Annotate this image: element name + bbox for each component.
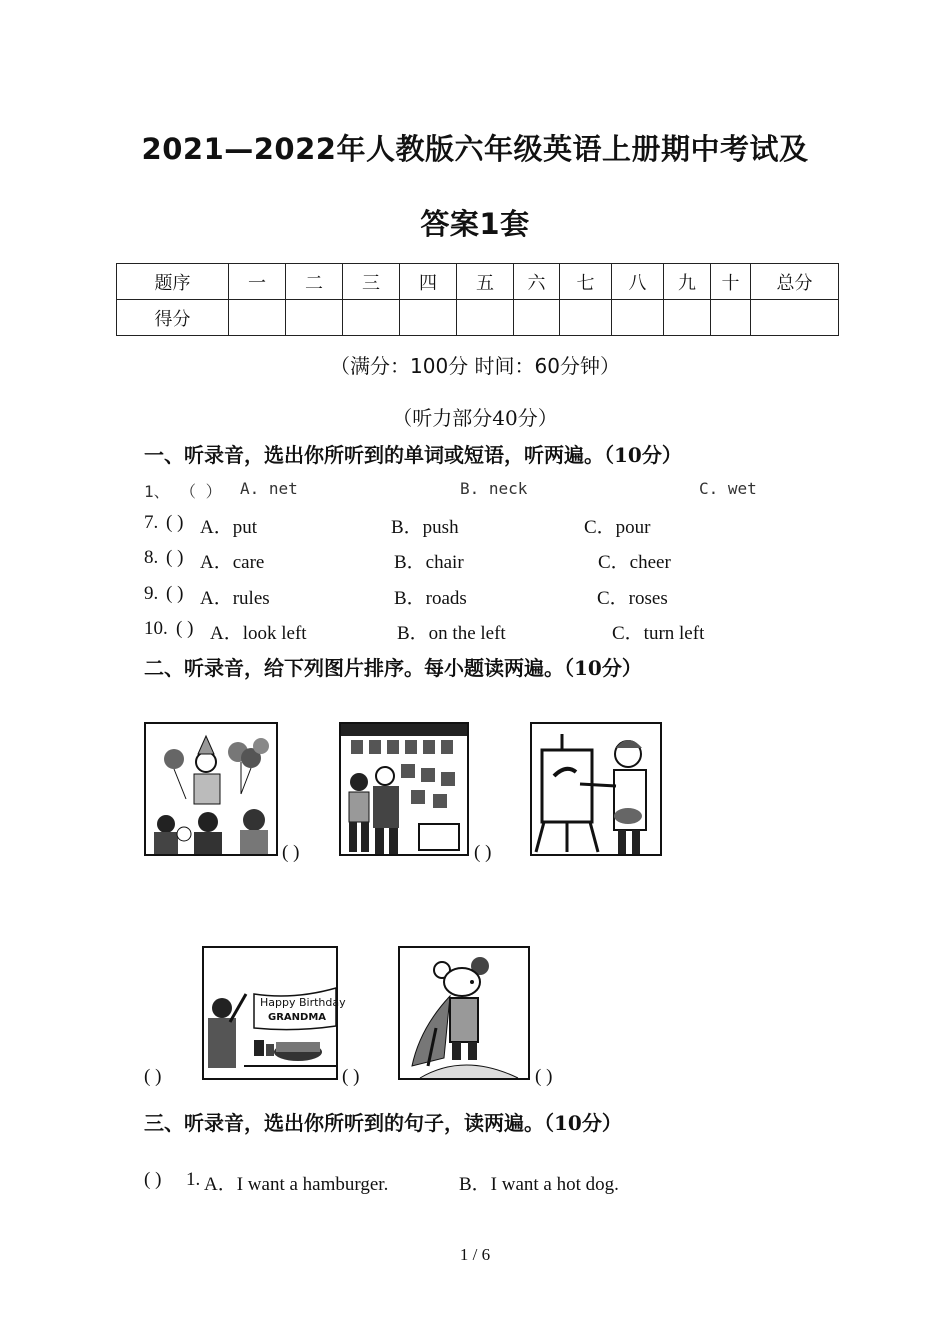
option-a: A．I want a hamburger. (204, 1174, 389, 1195)
score-input-cell[interactable] (612, 300, 664, 336)
table-row-label: 得分 (117, 300, 229, 336)
page-number: 1 / 6 (459, 1245, 491, 1264)
score-table-header-row (117, 264, 839, 300)
cartoon-hero-picture (398, 946, 530, 1080)
option-c: C．cheer (598, 552, 671, 573)
order-blank[interactable]: ( ) (535, 1066, 553, 1087)
answer-blank[interactable]: ( ) (176, 618, 194, 639)
order-blank[interactable]: ( ) (282, 842, 300, 863)
page-title-line2: 答案1套 (420, 207, 530, 241)
option-a: A．put (200, 517, 258, 538)
bookshelf-scene-picture (339, 722, 469, 856)
order-blank[interactable]: ( ) (342, 1066, 360, 1087)
answer-blank[interactable]: ( ) (166, 547, 184, 568)
table-header-cell: 二 (286, 264, 343, 300)
score-table-score-row (117, 300, 839, 336)
option-b: B．on the left (397, 623, 506, 644)
option-a: A. net (240, 479, 298, 498)
score-input-cell[interactable] (514, 300, 560, 336)
score-input-cell[interactable] (229, 300, 286, 336)
option-c: C．roses (597, 588, 668, 609)
listening-part-header: （听力部分40分） (392, 406, 558, 430)
order-blank[interactable]: ( ) (474, 842, 492, 863)
table-header-cell: 总分 (751, 264, 839, 300)
birthday-grandma-picture (202, 946, 346, 1080)
answer-blank[interactable]: ( ) (166, 583, 184, 604)
question-number: 7. (144, 512, 159, 533)
section3-title: 三、听录音，选出你所听到的句子，读两遍。（10分） (144, 1111, 622, 1135)
score-input-cell[interactable] (286, 300, 343, 336)
table-header-cell: 七 (560, 264, 612, 300)
score-input-cell[interactable] (711, 300, 751, 336)
question-number: 8. (144, 547, 159, 568)
option-b: B. neck (460, 479, 528, 498)
party-balloons-picture (144, 722, 278, 856)
table-header-cell: 一 (229, 264, 286, 300)
table-header-cell: 八 (612, 264, 664, 300)
option-c: C．pour (584, 517, 651, 538)
table-header-cell: 九 (664, 264, 711, 300)
option-a: A．look left (210, 623, 307, 644)
table-header-cell: 五 (457, 264, 514, 300)
question-number: 1. (186, 1169, 201, 1190)
score-input-cell[interactable] (400, 300, 457, 336)
option-b: B．push (391, 517, 459, 538)
answer-blank[interactable]: ( ) (166, 512, 184, 533)
banner-text-line1: Happy Birthday (260, 996, 346, 1009)
section1-title: 一、听录音，选出你所听到的单词或短语，听两遍。（10分） (144, 443, 682, 467)
section2-title: 二、听录音，给下列图片排序。每小题读两遍。（10分） (144, 656, 642, 680)
score-table (116, 263, 839, 336)
option-b: B．chair (394, 552, 464, 573)
score-input-cell[interactable] (751, 300, 839, 336)
option-b: B．I want a hot dog. (459, 1174, 619, 1195)
question-number: 10. (144, 618, 168, 639)
table-header-cell: 十 (711, 264, 751, 300)
option-a: A．rules (200, 588, 270, 609)
table-header-cell: 题序 (117, 264, 229, 300)
question-number: 1、 (144, 482, 170, 501)
score-input-cell[interactable] (560, 300, 612, 336)
table-header-cell: 四 (400, 264, 457, 300)
table-header-cell: 三 (343, 264, 400, 300)
order-blank[interactable]: ( ) (144, 1066, 162, 1087)
table-header-cell: 六 (514, 264, 560, 300)
painter-easel-picture (530, 722, 662, 856)
option-c: C．turn left (612, 623, 705, 644)
score-input-cell[interactable] (343, 300, 400, 336)
answer-blank[interactable]: ( ) (144, 1169, 162, 1190)
answer-blank[interactable]: （ ） (180, 482, 222, 501)
page-title-line1: 2021—2022年人教版六年级英语上册期中考试及 (141, 132, 809, 166)
option-c: C. wet (699, 479, 757, 498)
score-time-info: （满分：100分 时间：60分钟） (330, 354, 620, 378)
question-number: 9. (144, 583, 159, 604)
option-b: B．roads (394, 588, 467, 609)
score-input-cell[interactable] (457, 300, 514, 336)
banner-text-line2: GRANDMA (268, 1012, 327, 1023)
option-a: A．care (200, 552, 265, 573)
score-input-cell[interactable] (664, 300, 711, 336)
